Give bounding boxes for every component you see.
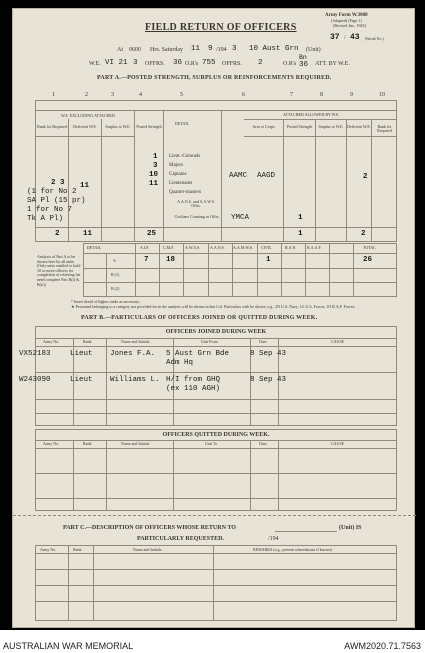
hdr-arm-corps: Arm or Corps: [252, 124, 275, 129]
part-a-table: [35, 100, 397, 242]
posted-lieutenants: 11: [149, 180, 159, 188]
serial-label: (Serial No.): [365, 36, 384, 41]
hdr-att-rank-required: Rank for Required: [377, 124, 392, 133]
analysis-col-awas: A.W.A.S.: [185, 245, 201, 250]
hdr-surplus: Surplus to W.E.: [105, 124, 131, 129]
group-left-header: W.E. EXCLUDING ATTACHED: [61, 113, 115, 118]
date-month: 9: [208, 45, 213, 53]
hdr-rank-required: Rank for Required: [37, 124, 67, 129]
analysis-row-b1: B (1): [111, 272, 120, 277]
hdr-att-surplus: Surplus to W.E.: [318, 124, 344, 129]
deficient-value: 11: [80, 182, 90, 190]
or-label: O.R's: [185, 61, 199, 67]
analysis-col-aamws: A.A.M.W.S.: [233, 245, 253, 250]
serial-sep: /: [344, 35, 346, 41]
att-deficient-value: 2: [363, 173, 368, 181]
form-title: FIELD RETURN OF OFFICERS: [145, 22, 297, 33]
att-posted-value: 1: [298, 214, 303, 222]
rank-aans: A.A.N.S. and A.A.W.S. Offrs.: [177, 199, 215, 208]
col-num-4: 4: [139, 92, 142, 98]
joined-row1-from1: 5 Aust Grn Bde: [166, 350, 230, 358]
part-c-unit-label: (Unit) IS: [339, 525, 362, 531]
archive-footer: [0, 630, 425, 653]
col-num-10: 10: [379, 92, 385, 98]
offrs2-value: 2: [258, 59, 263, 67]
joined-row1-name: Jones F.A.: [110, 350, 156, 358]
part-c-heading2: PARTICULARLY REQUESTED.: [137, 536, 224, 542]
analysis-civil: 1: [266, 256, 271, 264]
rank-note-1: (1 for No 2: [27, 188, 77, 196]
joined-row1-from2: Adm Hq: [166, 359, 194, 367]
posted-majors: 3: [153, 162, 158, 170]
quitted-col-unit-to: Unit To: [205, 441, 218, 446]
we-label: W.E.: [89, 61, 101, 67]
analysis-total: 26: [363, 256, 373, 264]
col-num-1: 1: [52, 92, 55, 98]
total-col1: 2: [55, 230, 60, 238]
joined-col-cause: CAUSE: [331, 339, 345, 344]
analysis-col-detail: DETAIL: [87, 245, 102, 250]
analysis-aif: 7: [144, 256, 149, 264]
joined-row2-date: 8 Sep 43: [250, 376, 287, 384]
part-c-table: [35, 545, 397, 621]
form-revised: (Revised Jan., 1943): [333, 23, 366, 28]
hdr-deficient: Deficient W.E.: [73, 124, 97, 129]
joined-row1-army-no: VX52183: [19, 350, 51, 358]
part-c-col-name: Name and Initials: [133, 547, 162, 552]
col-num-3: 3: [111, 92, 114, 98]
or-value: 755: [202, 59, 216, 67]
analysis-col-cmf: C.M.F.: [163, 245, 175, 250]
total-col4: 25: [147, 230, 157, 238]
joined-row2-from1: H/I from GHQ: [166, 376, 221, 384]
quitted-col-date: Date: [259, 441, 267, 446]
date-year-prefix: /194: [216, 47, 227, 53]
joined-row2-army-no: W243090: [19, 376, 51, 384]
joined-row2-name: Williams L.: [110, 376, 160, 384]
footer-institution: AUSTRALIAN WAR MEMORIAL: [3, 641, 134, 651]
posted-captains: 10: [149, 171, 159, 179]
at-time: 0600: [129, 47, 141, 53]
offrs-label: OFFRS.: [145, 61, 165, 67]
quitted-col-rank: Rank: [83, 441, 92, 446]
or2-value: 36: [299, 61, 309, 69]
part-c-col-rank: Rank: [73, 547, 82, 552]
date-day: 11: [191, 45, 201, 53]
offrs-value: 36: [173, 59, 183, 67]
perforation-line: [13, 515, 416, 516]
form-adapted: (Adapted) (Page 1): [331, 18, 362, 23]
total-col2: 11: [83, 230, 93, 238]
analysis-col-ran: R.A.N.: [285, 245, 297, 250]
arm-aamc: AAMC: [229, 172, 248, 180]
form-paper: [12, 8, 415, 628]
arm-ymca: YMCA: [231, 214, 250, 222]
analysis-row-b2: B (2): [111, 286, 120, 291]
part-c-col-army-no: Army No.: [40, 547, 57, 552]
analysis-col-total: TOTAL: [363, 245, 376, 250]
rank-required-value: 2 3: [51, 179, 65, 187]
col-num-5: 5: [180, 92, 183, 98]
joined-col-date: Date: [259, 339, 267, 344]
rank-note-4: Tk A Pl): [27, 215, 64, 223]
rank-note-3: 1 for No 7: [27, 206, 73, 214]
hdr-att-posted: Posted Strength: [286, 124, 313, 129]
unit-label: (Unit): [306, 47, 321, 53]
col-num-2: 2: [85, 92, 88, 98]
or2-label: O.R's: [283, 61, 297, 67]
or2-extra: Bn: [299, 54, 307, 61]
quitted-col-cause: CAUSE: [331, 441, 345, 446]
we-value: VI 21: [105, 59, 128, 67]
joined-col-name: Name and Initials: [121, 339, 150, 344]
hdr-att-deficient: Deficient W.E.: [347, 124, 371, 129]
total-col7: 1: [298, 230, 303, 238]
joined-col-rank: Rank: [83, 339, 92, 344]
arm-aagd: AAGD: [257, 172, 276, 180]
posted-lt-col: 1: [153, 153, 158, 161]
rank-majors: Majors: [169, 163, 184, 168]
analysis-col-aif: A.I.F.: [140, 245, 150, 250]
col-num-8: 8: [320, 92, 323, 98]
joined-row2-rank: Lieut: [70, 376, 93, 384]
part-c-col-remarks: REMARKS (e.g., present whereabouts if known): [253, 547, 332, 552]
quitted-col-army-no: Army No.: [43, 441, 60, 446]
part-a-heading: PART A.—POSTED STRENGTH, SURPLUS OR REINFORCEMENTS REQUIRED.: [97, 75, 332, 81]
col-num-6: 6: [242, 92, 245, 98]
analysis-col-aans: A.A.N.S.: [210, 245, 225, 250]
serial-no: 37: [330, 33, 340, 42]
col-num-9: 9: [350, 92, 353, 98]
unit-name: 10 Aust Grn: [249, 45, 299, 53]
rank-qm: Quarter-masters: [169, 190, 202, 195]
date-year: 3: [232, 45, 237, 53]
joined-col-unit-from: Unit From: [201, 339, 218, 344]
footnote-1: * Insert detail of higher ranks as necessary.: [71, 299, 140, 304]
analysis-col-raaf: R.A.A.F.: [307, 245, 322, 250]
form-code: Army Form W.3008: [325, 13, 368, 18]
group-right-header: ATTACHED ALLOWED BY W.E.: [283, 112, 340, 117]
footer-accession-id: AWM2020.71.7563: [344, 641, 421, 651]
total-col9: 2: [361, 230, 366, 238]
part-c-date: /194: [268, 536, 279, 542]
rank-note-2: SA Pl (15 pr): [27, 197, 86, 205]
joined-row2-from2: (ex 110 AGH): [166, 385, 221, 393]
hdr-posted-strength: Posted Strength: [136, 124, 162, 129]
part-c-heading: PART C.—DESCRIPTION OF OFFICERS WHOSE RETURN TO: [63, 525, 236, 531]
we-no: 3: [133, 59, 138, 67]
att-label: ATT. BY W.E.: [315, 61, 350, 67]
joined-col-army-no: Army No.: [43, 339, 60, 344]
rank-lieutenants: Lieutenants: [169, 181, 193, 186]
col-num-7: 7: [290, 92, 293, 98]
rank-civilians: Civilians Counting as Offrs.: [174, 214, 220, 219]
part-b-heading: PART B.—PARTICULARS OF OFFICERS JOINED OR QUITTED DURING WEEK.: [81, 315, 318, 321]
serial-year: 43: [350, 33, 360, 42]
analysis-cmf: 18: [166, 256, 176, 264]
quitted-title: OFFICERS QUITTED DURING WEEK.: [162, 432, 270, 438]
rank-captains: Captains: [169, 172, 187, 177]
analysis-col-civil: CIVIL: [261, 245, 272, 250]
analysis-row-a: A: [113, 258, 116, 263]
quitted-col-name: Name and Initials: [121, 441, 150, 446]
at-label: At: [117, 47, 123, 53]
rank-lt-col: Lieut.-Colonels: [169, 154, 201, 159]
offrs2-label: OFFRS.: [222, 61, 242, 67]
analysis-note: Analysis of Part A to be shown here by all units (Only units entitled to hold 10 or more officers for completion of relieving list need complete Part B(i) & B(ii)): [37, 254, 81, 287]
joined-row1-date: 8 Sep 43: [250, 350, 287, 358]
joined-title: OFFICERS JOINED DURING WEEK: [165, 329, 267, 335]
details-header: DETAIL: [175, 121, 190, 126]
joined-row1-rank: Lieut: [70, 350, 93, 358]
footnote-2: ★ Personnel belonging to a category not provided for in the analysis will be shown in this Col. Particulars with be shown, e.g., 2N U.S. Navy, 1G U.S. Forces, 1O R.A.F. Forces.: [71, 305, 356, 309]
analysis-table: [83, 243, 397, 297]
hrs-label: Hrs. Saturday: [150, 47, 183, 53]
